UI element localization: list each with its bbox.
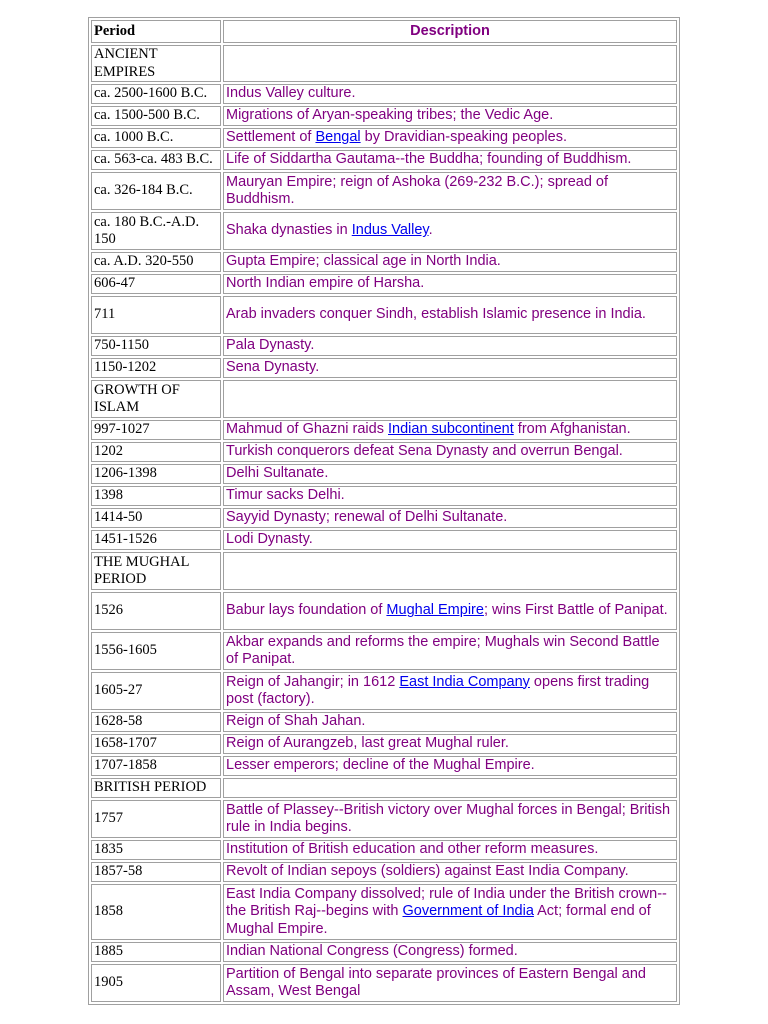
description-cell: Sena Dynasty. xyxy=(223,358,677,378)
period-cell: 1885 xyxy=(91,942,221,962)
period-cell: ca. A.D. 320-550 xyxy=(91,252,221,272)
table-row xyxy=(91,862,677,882)
east-india-company-link[interactable]: East India Company xyxy=(399,673,530,690)
mughal-empire-link[interactable]: Mughal Empire xyxy=(386,602,484,619)
table-row xyxy=(91,464,677,484)
description-column-header: Description xyxy=(223,20,677,43)
description-cell xyxy=(223,592,677,630)
table-row xyxy=(91,508,677,528)
description-cell: Mauryan Empire; reign of Ashoka (269-232 B.C.); spread of Buddhism. xyxy=(223,172,677,210)
period-column-header: Period xyxy=(91,20,221,43)
description-cell xyxy=(223,884,677,940)
description-cell: Revolt of Indian sepoys (soldiers) against East India Company. xyxy=(223,862,677,882)
description-text: by Dravidian-speaking peoples. xyxy=(360,129,567,146)
period-cell: 1835 xyxy=(91,840,221,860)
table-row xyxy=(91,884,677,940)
description-cell: Turkish conquerors defeat Sena Dynasty and overrun Bengal. xyxy=(223,442,677,462)
table-row xyxy=(91,712,677,732)
period-cell: 1707-1858 xyxy=(91,756,221,776)
timeline-table xyxy=(88,17,680,1005)
description-cell: Akbar expands and reforms the empire; Mughals win Second Battle of Panipat. xyxy=(223,632,677,670)
period-cell: 1526 xyxy=(91,592,221,630)
table-row xyxy=(91,150,677,170)
table-row xyxy=(91,172,677,210)
table-row xyxy=(91,592,677,630)
table-row xyxy=(91,128,677,148)
description-cell: Delhi Sultanate. xyxy=(223,464,677,484)
description-text: opens first trading post (factory). xyxy=(226,673,650,707)
period-cell: ca. 1500-500 B.C. xyxy=(91,106,221,126)
description-cell xyxy=(223,128,677,148)
table-row xyxy=(91,672,677,710)
indus-valley-link[interactable]: Indus Valley xyxy=(351,222,429,239)
description-cell xyxy=(223,420,677,440)
description-text: Reign of Jahangir; in 1612 xyxy=(226,673,400,690)
description-cell: Sayyid Dynasty; renewal of Delhi Sultanate. xyxy=(223,508,677,528)
description-cell: Indus Valley culture. xyxy=(223,84,677,104)
description-cell: Partition of Bengal into separate provinces of Eastern Bengal and Assam, West Bengal xyxy=(223,964,677,1002)
table-row xyxy=(91,530,677,550)
period-cell: 750-1150 xyxy=(91,336,221,356)
description-text: from Afghanistan. xyxy=(513,421,631,438)
description-text: Shaka dynasties in xyxy=(226,222,352,239)
table-row xyxy=(91,486,677,506)
table-row xyxy=(91,734,677,754)
period-cell: 1206-1398 xyxy=(91,464,221,484)
government-of-india-link[interactable]: Government of India xyxy=(402,903,534,920)
table-row xyxy=(91,420,677,440)
period-cell: ca. 1000 B.C. xyxy=(91,128,221,148)
description-cell: Indian National Congress (Congress) formed. xyxy=(223,942,677,962)
period-cell: 1757 xyxy=(91,800,221,838)
description-text: East India Company dissolved; rule of India under the British crown--the British Raj--begins with xyxy=(226,885,667,920)
period-cell: 1150-1202 xyxy=(91,358,221,378)
period-cell: 1857-58 xyxy=(91,862,221,882)
header-row xyxy=(91,20,677,43)
period-cell: 1414-50 xyxy=(91,508,221,528)
period-cell: 1202 xyxy=(91,442,221,462)
description-cell: Arab invaders conquer Sindh, establish Islamic presence in India. xyxy=(223,296,677,334)
table-row xyxy=(91,632,677,670)
section-label: BRITISH PERIOD xyxy=(91,778,221,798)
description-cell: Gupta Empire; classical age in North India. xyxy=(223,252,677,272)
period-cell: 606-47 xyxy=(91,274,221,294)
empty-cell xyxy=(223,552,677,590)
table-row xyxy=(91,358,677,378)
description-text: ; wins First Battle of Panipat. xyxy=(483,602,668,619)
description-text: Act; formal end of Mughal Empire. xyxy=(226,903,651,937)
period-cell: ca. 180 B.C.-A.D. 150 xyxy=(91,212,221,250)
indian-subcontinent-link[interactable]: Indian subcontinent xyxy=(388,421,514,438)
table-row xyxy=(91,296,677,334)
table-row xyxy=(91,274,677,294)
period-cell: 711 xyxy=(91,296,221,334)
description-cell: Reign of Aurangzeb, last great Mughal ruler. xyxy=(223,734,677,754)
period-cell: 1658-1707 xyxy=(91,734,221,754)
description-cell: North Indian empire of Harsha. xyxy=(223,274,677,294)
table-row xyxy=(91,84,677,104)
period-cell: 1605-27 xyxy=(91,672,221,710)
table-row xyxy=(91,252,677,272)
description-text: Mahmud of Ghazni raids xyxy=(226,421,388,438)
description-cell: Reign of Shah Jahan. xyxy=(223,712,677,732)
table-row xyxy=(91,442,677,462)
description-cell: Battle of Plassey--British victory over Mughal forces in Bengal; British rule in India begins. xyxy=(223,800,677,838)
description-cell: Migrations of Aryan-speaking tribes; the Vedic Age. xyxy=(223,106,677,126)
description-cell: Lodi Dynasty. xyxy=(223,530,677,550)
bengal-link[interactable]: Bengal xyxy=(315,129,361,146)
section-label: GROWTH OF ISLAM xyxy=(91,380,221,418)
period-cell: 1858 xyxy=(91,884,221,940)
empty-cell xyxy=(223,778,677,798)
section-row-ancient-empires xyxy=(91,45,677,82)
period-cell: 1398 xyxy=(91,486,221,506)
section-label: ANCIENT EMPIRES xyxy=(91,45,221,82)
description-cell xyxy=(223,672,677,710)
description-cell: Lesser emperors; decline of the Mughal Empire. xyxy=(223,756,677,776)
section-row-british-period xyxy=(91,778,677,798)
section-row-mughal-period xyxy=(91,552,677,590)
description-text: . xyxy=(428,222,433,239)
description-cell xyxy=(223,212,677,250)
table-row xyxy=(91,106,677,126)
period-cell: 997-1027 xyxy=(91,420,221,440)
description-cell: Pala Dynasty. xyxy=(223,336,677,356)
table-row xyxy=(91,800,677,838)
description-text: Settlement of xyxy=(226,129,316,146)
table-row xyxy=(91,212,677,250)
description-cell: Life of Siddartha Gautama--the Buddha; founding of Buddhism. xyxy=(223,150,677,170)
empty-cell xyxy=(223,380,677,418)
table-row xyxy=(91,964,677,1002)
table-row xyxy=(91,336,677,356)
period-cell: 1556-1605 xyxy=(91,632,221,670)
description-text: Babur lays foundation of xyxy=(226,602,387,619)
period-cell: 1905 xyxy=(91,964,221,1002)
period-cell: 1628-58 xyxy=(91,712,221,732)
period-cell: 1451-1526 xyxy=(91,530,221,550)
period-cell: ca. 2500-1600 B.C. xyxy=(91,84,221,104)
table-row xyxy=(91,840,677,860)
period-cell: ca. 326-184 B.C. xyxy=(91,172,221,210)
section-row-growth-of-islam xyxy=(91,380,677,418)
table-row xyxy=(91,756,677,776)
description-cell: Institution of British education and other reform measures. xyxy=(223,840,677,860)
table-row xyxy=(91,942,677,962)
period-cell: ca. 563-ca. 483 B.C. xyxy=(91,150,221,170)
section-label: THE MUGHAL PERIOD xyxy=(91,552,221,590)
description-cell: Timur sacks Delhi. xyxy=(223,486,677,506)
empty-cell xyxy=(223,45,677,82)
